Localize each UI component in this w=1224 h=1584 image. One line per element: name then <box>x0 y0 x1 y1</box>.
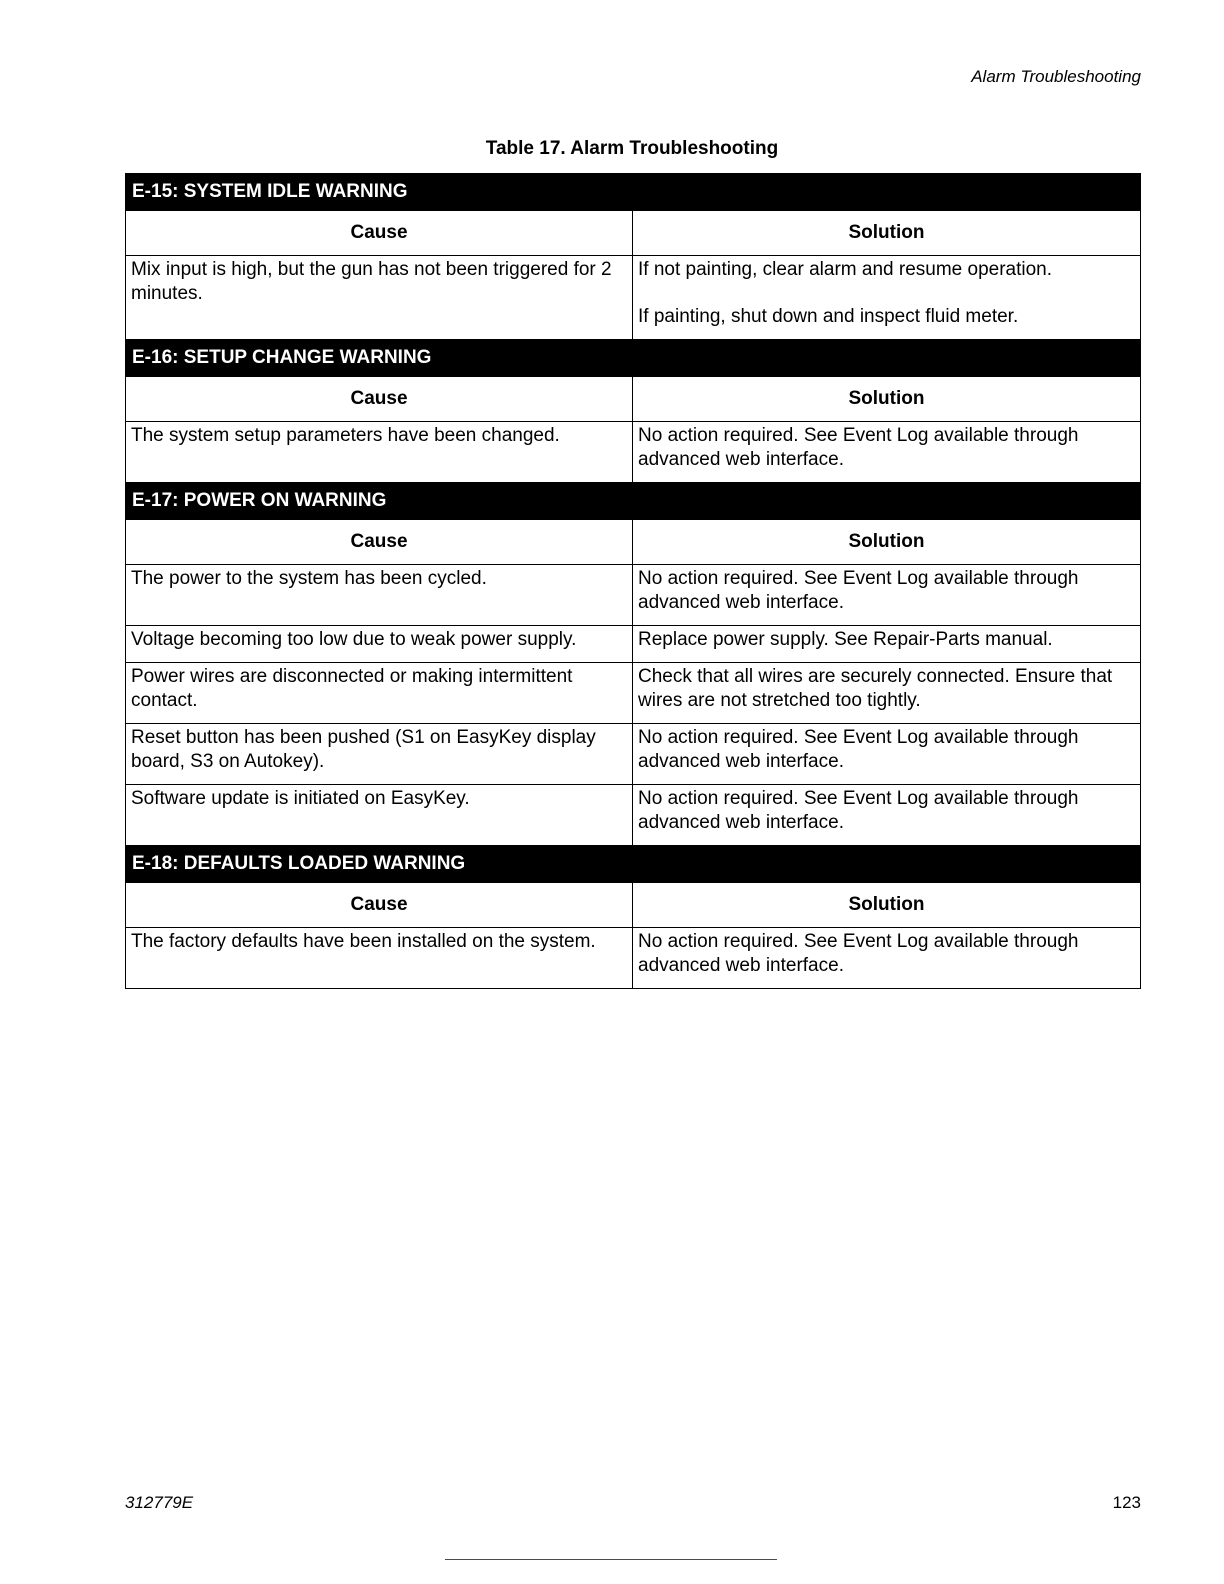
table-row <box>126 785 1141 846</box>
cause-column-header: Cause <box>126 211 633 256</box>
section-title: E-17: POWER ON WARNING <box>126 483 1141 520</box>
table-row <box>126 626 1141 663</box>
bottom-divider <box>445 1559 777 1560</box>
cause-cell: The system setup parameters have been changed. <box>126 422 633 483</box>
cause-cell: Power wires are disconnected or making intermittent contact. <box>126 663 633 724</box>
cause-column-header: Cause <box>126 883 633 928</box>
document-number: 312779E <box>125 1493 194 1512</box>
cause-column-header: Cause <box>126 520 633 565</box>
column-header-row <box>126 883 1141 928</box>
solution-cell <box>633 256 1141 340</box>
solution-text: If not painting, clear alarm and resume operation. <box>638 259 1053 280</box>
table-row <box>126 663 1141 724</box>
section-title: E-18: DEFAULTS LOADED WARNING <box>126 846 1141 883</box>
section-title: E-15: SYSTEM IDLE WARNING <box>126 174 1141 211</box>
table-row <box>126 724 1141 785</box>
table-row <box>126 422 1141 483</box>
solution-cell: No action required. See Event Log available through advanced web interface. <box>633 422 1141 483</box>
solution-cell: No action required. See Event Log available through advanced web interface. <box>633 785 1141 846</box>
column-header-row <box>126 211 1141 256</box>
running-header: Alarm Troubleshooting <box>971 67 1141 86</box>
solution-cell: No action required. See Event Log available through advanced web interface. <box>633 724 1141 785</box>
section-header-e16 <box>126 340 1141 377</box>
solution-cell: Replace power supply. See Repair-Parts manual. <box>633 626 1141 663</box>
solution-cell: No action required. See Event Log available through advanced web interface. <box>633 928 1141 989</box>
solution-column-header: Solution <box>633 520 1141 565</box>
solution-cell: No action required. See Event Log available through advanced web interface. <box>633 565 1141 626</box>
table-row <box>126 928 1141 989</box>
column-header-row <box>126 377 1141 422</box>
cause-cell: The power to the system has been cycled. <box>126 565 633 626</box>
solution-column-header: Solution <box>633 377 1141 422</box>
table-row <box>126 565 1141 626</box>
cause-cell: Mix input is high, but the gun has not been triggered for 2 minutes. <box>126 256 633 340</box>
page-number: 123 <box>1112 1493 1141 1512</box>
column-header-row <box>126 520 1141 565</box>
solution-column-header: Solution <box>633 211 1141 256</box>
cause-cell: Reset button has been pushed (S1 on EasyKey display board, S3 on Autokey). <box>126 724 633 785</box>
cause-cell: Software update is initiated on EasyKey. <box>126 785 633 846</box>
solution-column-header: Solution <box>633 883 1141 928</box>
section-header-e18 <box>126 846 1141 883</box>
section-header-e17 <box>126 483 1141 520</box>
table-row <box>126 256 1141 340</box>
cause-column-header: Cause <box>126 377 633 422</box>
section-header-e15 <box>126 174 1141 211</box>
cause-cell: Voltage becoming too low due to weak power supply. <box>126 626 633 663</box>
table-caption: Table 17. Alarm Troubleshooting <box>485 138 779 159</box>
cause-cell: The factory defaults have been installed on the system. <box>126 928 633 989</box>
solution-cell: Check that all wires are securely connected. Ensure that wires are not stretched too tightly. <box>633 663 1141 724</box>
alarm-troubleshooting-table <box>125 173 1141 989</box>
section-title: E-16: SETUP CHANGE WARNING <box>126 340 1141 377</box>
solution-text-secondary: If painting, shut down and inspect fluid meter. <box>638 306 1019 327</box>
